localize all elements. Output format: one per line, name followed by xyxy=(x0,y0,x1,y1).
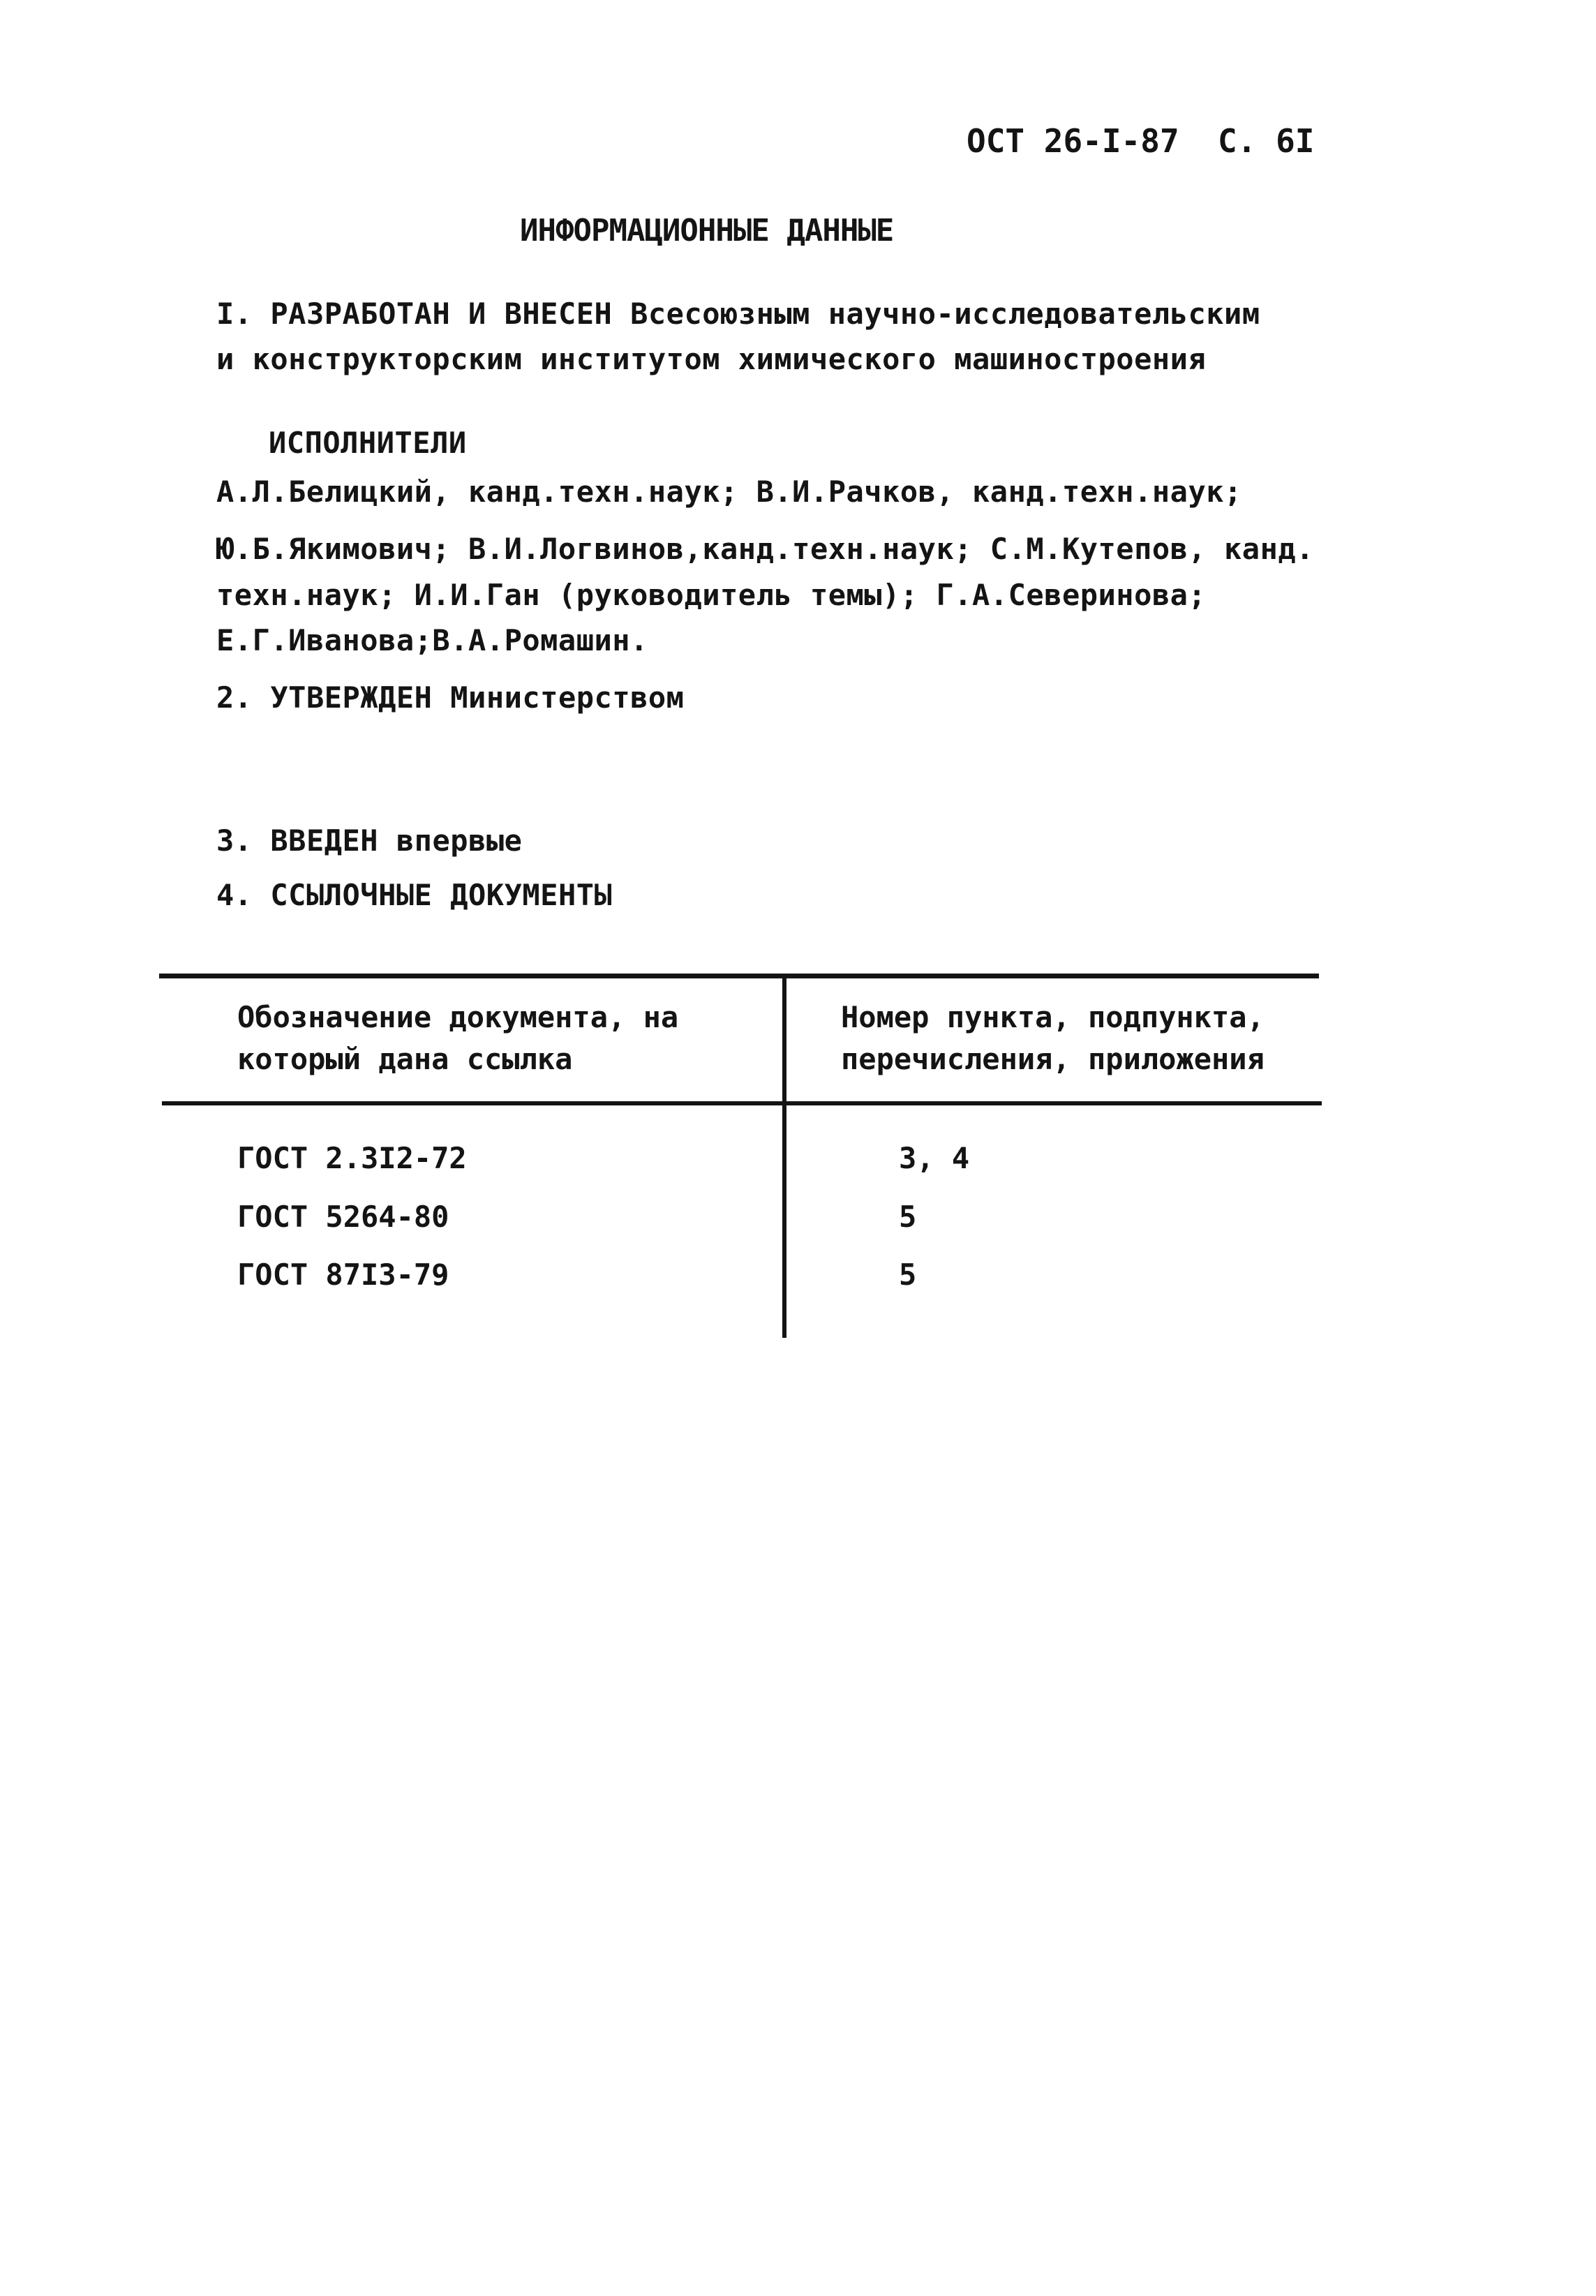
table-header-col-2 xyxy=(841,997,1265,1080)
executors-line-2: Ю.Б.Якимович; В.И.Логвинов,канд.техн.наук; С.М.Кутепов, канд. xyxy=(216,532,1314,566)
table-header-col-1-line-2: который дана ссылка xyxy=(237,1042,573,1076)
table-header-col-1 xyxy=(237,997,678,1080)
table-header-col-2-line-1: Номер пункта, подпункта, xyxy=(841,1000,1265,1034)
table-top-rule xyxy=(159,974,1319,978)
table-row-doc: ГОСТ 87I3-79 xyxy=(237,1258,449,1292)
table-row-ref: 3, 4 xyxy=(899,1141,970,1175)
table-header-col-2-line-2: перечисления, приложения xyxy=(841,1042,1265,1076)
item-4 xyxy=(216,878,612,912)
item-4-lead: ССЫЛОЧНЫЕ ДОКУМЕНТЫ xyxy=(270,878,613,912)
item-1-line-2: и конструкторским институтом химического машиностроения xyxy=(216,342,1207,376)
item-2-lead: УТВЕРЖДЕН xyxy=(270,680,433,715)
document-code: ОСТ 26-I-87 xyxy=(967,122,1179,160)
executors-heading: ИСПОЛНИТЕЛИ xyxy=(269,426,467,460)
item-3 xyxy=(216,823,522,858)
table-row-ref: 5 xyxy=(899,1200,917,1234)
item-2 xyxy=(216,680,684,715)
item-1-lead: РАЗРАБОТАН И ВНЕСЕН xyxy=(270,297,613,331)
table-row-doc: ГОСТ 2.3I2-72 xyxy=(237,1141,467,1175)
item-1-text-1: Всесоюзным научно-исследовательским xyxy=(630,297,1260,331)
table-header-col-1-line-1: Обозначение документа, на xyxy=(237,1000,679,1034)
executors-line-4: Е.Г.Иванова;В.А.Ромашин. xyxy=(216,623,648,657)
table-header-rule xyxy=(162,1101,1322,1105)
item-1-line-1 xyxy=(216,297,1260,331)
item-2-number: 2. xyxy=(216,680,253,715)
item-3-text: впервые xyxy=(396,823,523,858)
table-row-doc: ГОСТ 5264-80 xyxy=(237,1200,449,1234)
item-3-number: 3. xyxy=(216,823,253,858)
item-4-number: 4. xyxy=(216,878,253,912)
item-3-lead: ВВЕДЕН xyxy=(270,823,379,858)
page-title: ИНФОРМАЦИОННЫЕ ДАННЫЕ xyxy=(520,213,894,248)
executors-line-1: А.Л.Белицкий, канд.техн.наук; В.И.Рачков, канд.техн.наук; xyxy=(216,475,1242,509)
item-1-number: I. xyxy=(216,297,253,331)
item-2-text: Министерством xyxy=(450,680,685,715)
page-number: С. 6I xyxy=(1218,122,1315,160)
table-row-ref: 5 xyxy=(899,1258,917,1292)
table-column-divider xyxy=(782,975,786,1338)
executors-line-3: техн.наук; И.И.Ган (руководитель темы); Г.А.Северинова; xyxy=(216,578,1207,612)
